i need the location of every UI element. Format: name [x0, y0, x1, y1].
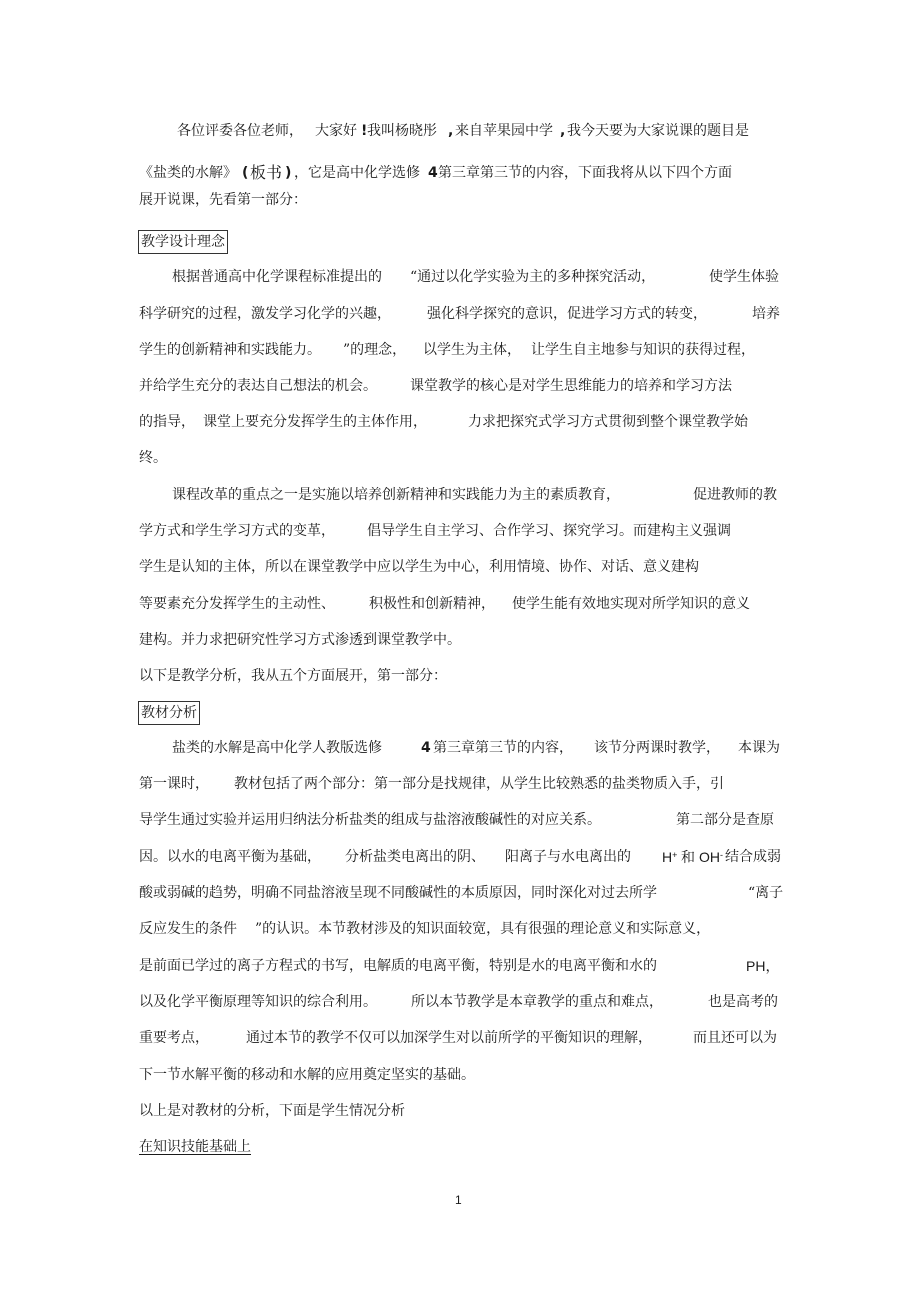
- section-heading-textbook-analysis: 教材分析: [138, 701, 200, 725]
- textbook-line-10: 下一节水解平衡的移动和水解的应用奠定坚实的基础。: [139, 1067, 475, 1083]
- student-analysis-intro: 以上是对教材的分析，下面是学生情况分析: [139, 1103, 405, 1119]
- analysis-intro: 以下是教学分析，我从五个方面展开，第一部分：: [139, 668, 447, 684]
- concept-line-6: 终。: [139, 450, 167, 466]
- document-page: 各位评委各位老师， 大家好 ! 我叫杨晓彤 , 来自苹果园中学 , 我今天要为大家说课的题目是 《盐类的水解》 ( 板书 ) ，它是高中化学选修 4 第三章第三节的内容，下面我将从以下四个方面 展开说课，先看第一部分： 教学设计理念 根据普通高中化学课程标准提出的 “通过以化学实验为主的多种探究活动， 使学生体验 科学研究的过程，激发学习化学的兴趣， 强化科学探究的意识，促进学习方式的转变， 培养 学生的创新精神和实践能力。 ”的理念， 以学生为主体， 让学生自主地参与知识的获得过程， 并给学生充分的表达自己想法的机会。 课堂教学的核心是对学生思维能力的培养和学习方法 的指导， 课堂上要充分发挥学生的主体作用， 力求把探究式学习方式贯彻到整个课堂教学始 终。 课程改革的重点之一是实施以培养创新精神和实践能力为主的素质教育， 促进教师的教 学方式和学生学习方式的变革， 倡导学生自主学习、合作学习、探究学习。而建构主义强调 学生是认知的主体，所以在课堂教学中应以学生为中心，利用情境、协作、对话、意义建构 等要素充分发挥学生的主动性、 积极性和创新精神， 使学生能有效地实现对所学知识的意义 建构。并力求把研究性学习方式渗透到课堂教学中。 以下是教学分析，我从五个方面展开，第一部分： 教材分析 盐类的水解是高中化学人教版选修 4 第三章第三节的内容， 该节分两课时教学， 本课为 第一课时， 教材包括了两个部分：第一部分是找规律，从学生比较熟悉的盐类物质入手，引 导学生通过实验并运用归纳法分析盐类的组成与盐溶液酸碱性的对应关系。 第二部分是查原 因。以水的电离平衡为基础， 分析盐类电离出的阴、 阳离子与水电离出的 H+ 和 OH- 结合成弱 酸或弱碱的趋势，明确不同盐溶液呈现不同酸碱性的本质原因，同时深化对过去所学 “离子 反应发生的条件 ”的认识。本节教材涉及的知识面较宽，具有很强的理论意义和实际意义， 是前面已学过的离子方程式的书写，电解质的电离平衡，特别是水的电离平衡和水的 PH， 以及化学平衡原理等知识的综合利用。 所以本节教学是本章教学的重点和难点， 也是高考的 重要考点， 通过本节的教学不仅可以加深学生对以前所学的平衡知识的理解， 而且还可以为 下一节水解平衡的移动和水解的应用奠定坚实的基础。 以上是对教材的分析，下面是学生情况分析 在知识技能基础上 1: [139, 123, 784, 1207]
- page-number: 1: [455, 1193, 462, 1207]
- section-heading-knowledge-skills: 在知识技能基础上: [139, 1139, 251, 1155]
- reform-line-3: 学生是认知的主体，所以在课堂教学中应以学生为中心，利用情境、协作、对话、意义建构: [139, 559, 699, 575]
- intro-line-3: 展开说课，先看第一部分：: [139, 192, 307, 208]
- reform-line-5: 建构。并力求把研究性学习方式渗透到课堂教学中。: [139, 632, 461, 648]
- hydrogen-ion: H+: [662, 849, 678, 865]
- hydroxide-ion: OH-: [699, 849, 723, 865]
- section-heading-teaching-design-concept: 教学设计理念: [138, 230, 228, 254]
